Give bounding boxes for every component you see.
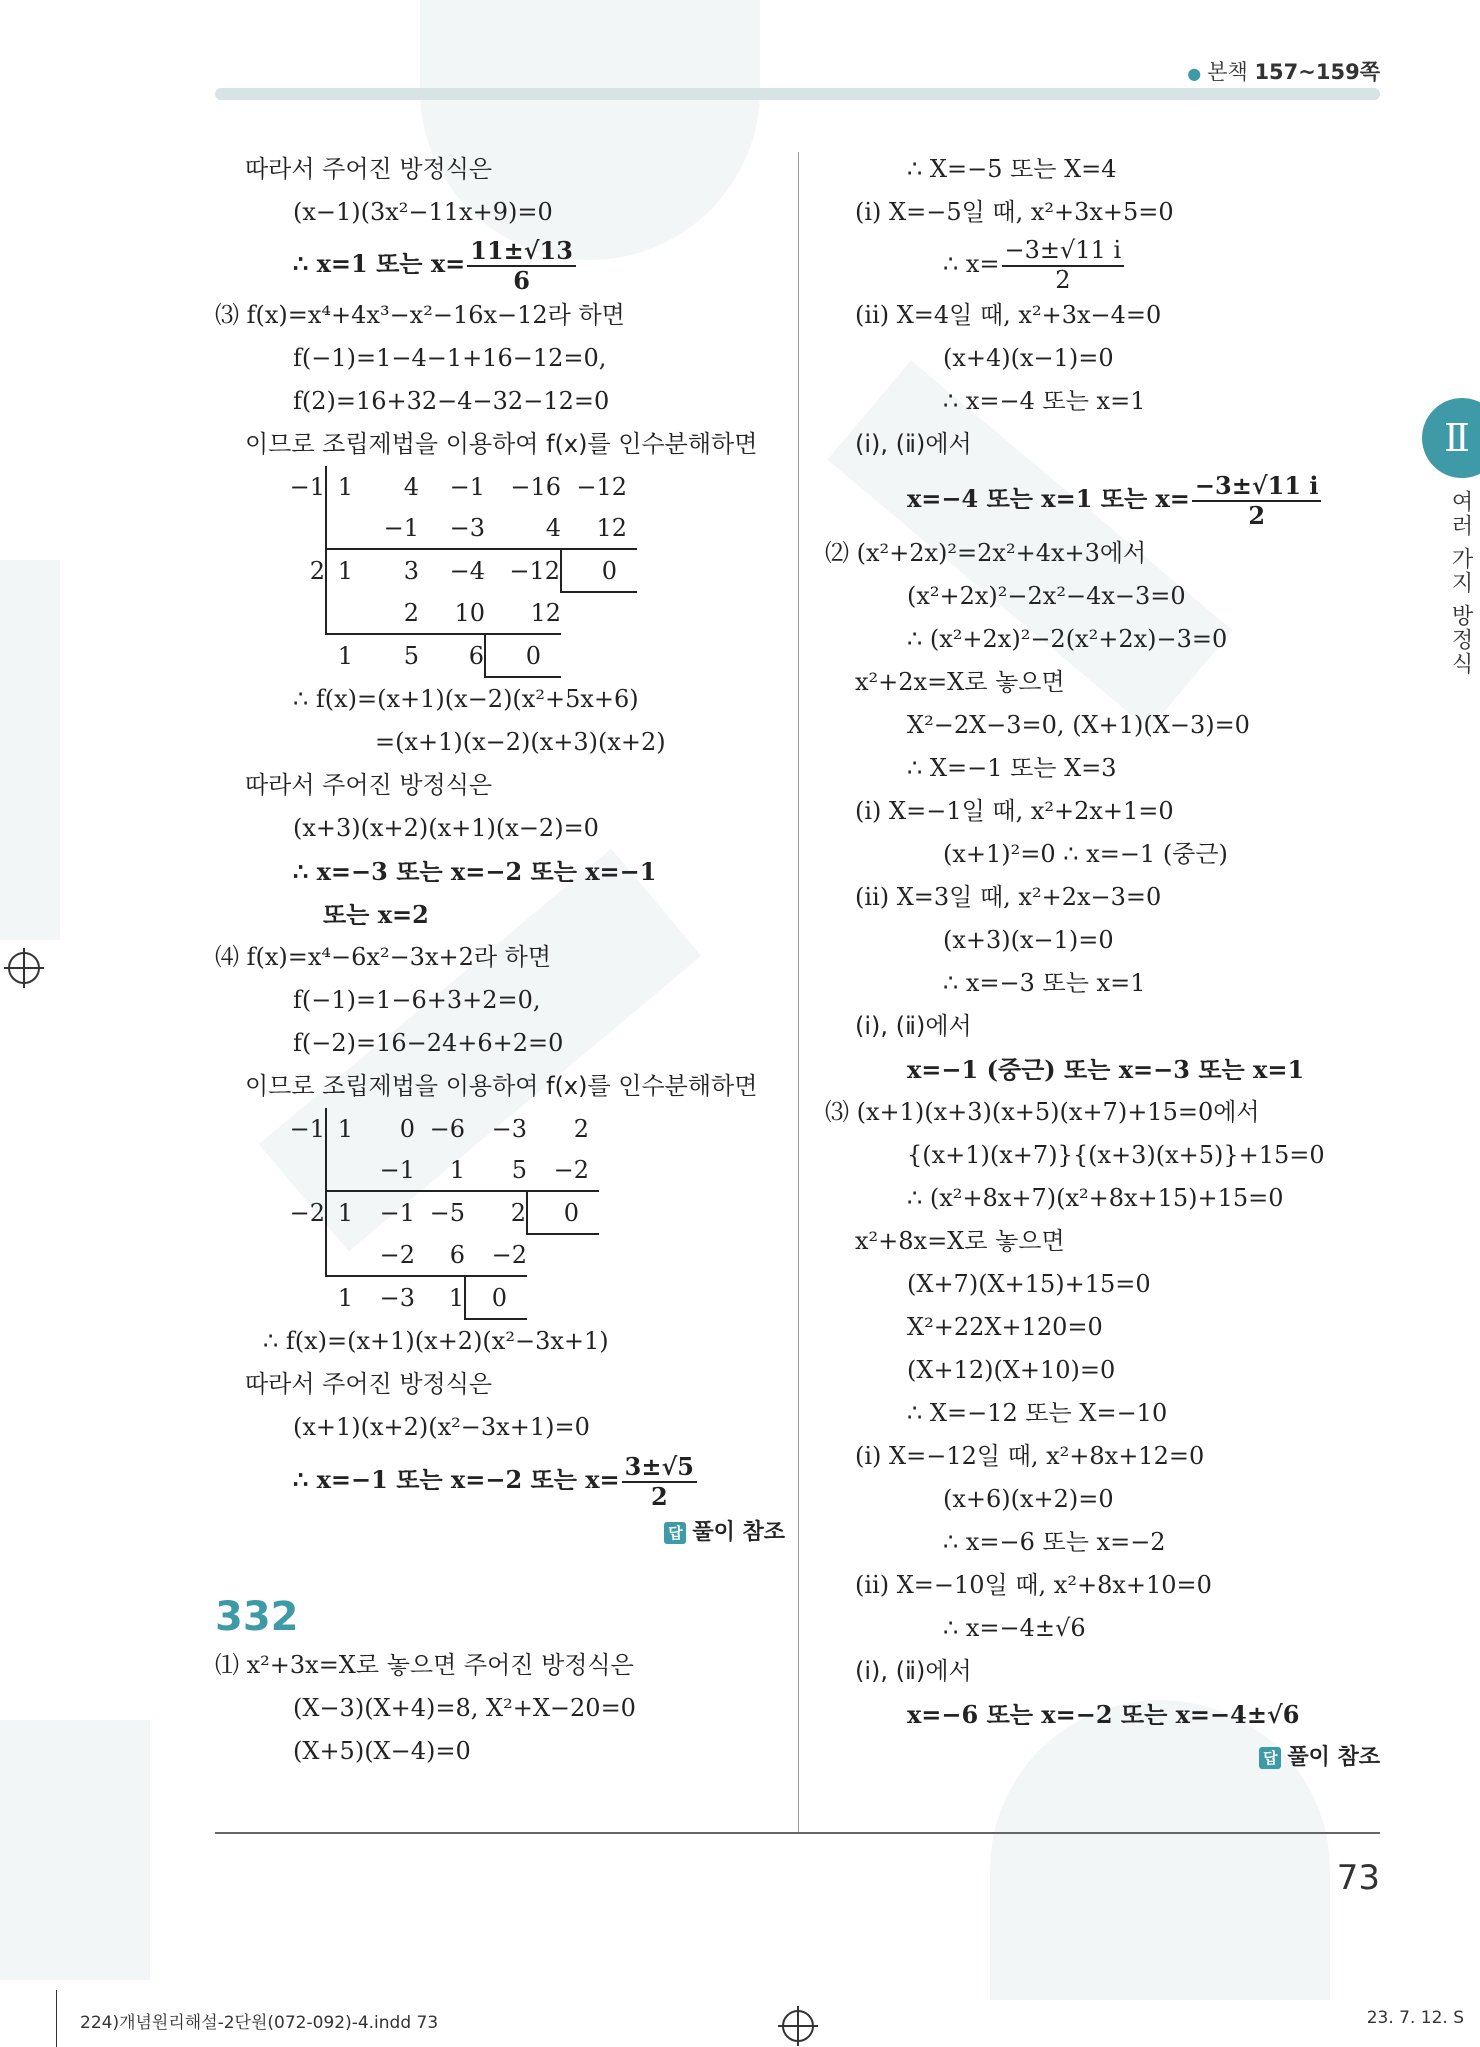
equation-line: (ⅱ) X=−10일 때, x²+8x+10=0: [855, 1571, 1212, 1599]
syn-cell: [561, 634, 637, 677]
syn-cell: 6: [419, 634, 485, 677]
syn-cell: 1: [326, 634, 353, 677]
equation-line: ∴ X=−12 또는 X=−10: [907, 1399, 1168, 1427]
equation-line: (x−1)(3x²−11x+9)=0: [293, 198, 553, 226]
answer-line: ∴ x=−1 또는 x=−2 또는 x= $\frac{3\pm√5}{2}$: [215, 1449, 785, 1511]
equation-line: (x²+2x)²−2x²−4x−3=0: [907, 582, 1186, 610]
text-line: 이므로 조립제법을 이용하여 f(x)를 인수분해하면: [245, 1072, 758, 1100]
syn-cell: 2: [465, 1191, 527, 1234]
syn-cell: [275, 1234, 326, 1276]
chapter-tab: Ⅱ: [1422, 398, 1480, 478]
syn-cell: 5: [353, 634, 419, 677]
syn-cell: 1: [326, 466, 353, 507]
equation-line: ∴ x=−4±√6: [943, 1614, 1086, 1642]
syn-cell: [275, 507, 326, 549]
answer-reference: 답 풀이 참조: [215, 1511, 785, 1554]
footer-rule: [215, 1832, 1380, 1834]
equation-line: X²+22X+120=0: [907, 1313, 1103, 1341]
syn-cell: −1: [449, 472, 485, 501]
equation-line: =(x+1)(x−2)(x+3)(x+2): [375, 728, 666, 756]
equation-line: X²−2X−3=0, (X+1)(X−3)=0: [907, 711, 1250, 739]
syn-cell: 0: [399, 1114, 415, 1143]
bullet-icon: ●: [1187, 64, 1202, 83]
left-column: [215, 148, 785, 1773]
syn-cell: [275, 1149, 326, 1191]
syn-cell: −2: [553, 1155, 589, 1184]
equation-line: ⑵ (x²+2x)²=2x²+4x+3에서: [825, 539, 1147, 567]
syn-cell: 0: [527, 1191, 599, 1234]
equation-line: x²+8x=X로 놓으면: [855, 1227, 1065, 1255]
syn-cell: [275, 1276, 326, 1319]
syn-cell: −2: [491, 1240, 527, 1269]
equation-line: (ⅰ) X=−12일 때, x²+8x+12=0: [855, 1442, 1205, 1470]
right-column: [825, 148, 1385, 1779]
syn-cell: −3: [449, 513, 485, 542]
syn-cell: −12: [576, 472, 627, 501]
equation-line: ∴ x= $\frac{-3\pm√11 i}{2}$: [825, 234, 1385, 294]
syn-cell: −5: [415, 1191, 465, 1234]
equation-line: (X+5)(X−4)=0: [293, 1737, 471, 1765]
equation-line: (X+12)(X+10)=0: [907, 1356, 1116, 1384]
syn-cell: −4: [419, 549, 485, 592]
syn-cell: 12: [530, 598, 561, 627]
syn-cell: 3: [353, 549, 419, 592]
text-line: 따라서 주어진 방정식은: [245, 155, 493, 183]
equation-line: (x+3)(x+2)(x+1)(x−2)=0: [293, 814, 599, 842]
syn-cell: 4: [403, 472, 419, 501]
syn-cell: −16: [510, 472, 561, 501]
syn-cell: [275, 592, 326, 634]
syn-cell: 1: [326, 549, 353, 592]
syn-cell: 12: [596, 513, 627, 542]
answer-mark-icon: 답: [664, 1522, 686, 1544]
syn-cell: [527, 1276, 599, 1319]
page-number: 73: [1336, 1858, 1380, 1898]
equation-line: ∴ x=−3 또는 x=1: [943, 969, 1146, 997]
equation-line: {(x+1)(x+7)}{(x+3)(x+5)}+15=0: [907, 1141, 1325, 1169]
equation-line: (x+3)(x−1)=0: [943, 926, 1114, 954]
watermark-shape: [0, 560, 60, 940]
syn-cell: −2: [379, 1240, 415, 1269]
syn-cell: [561, 592, 637, 634]
book-page-reference: ● 본책 157~159쪽: [1187, 60, 1380, 84]
synthetic-division-table-2: [275, 1108, 599, 1320]
syn-cell: 2: [309, 556, 325, 585]
syn-cell: 2: [573, 1114, 589, 1143]
equation-line: (x+6)(x+2)=0: [943, 1485, 1114, 1513]
equation-line: ∴ X=−1 또는 X=3: [907, 754, 1117, 782]
syn-cell: [326, 1234, 353, 1276]
equation-line: ∴ f(x)=(x+1)(x−2)(x²+5x+6): [293, 685, 639, 713]
fraction: $\frac{3\pm√5}{2}$: [622, 1453, 697, 1510]
text-line: (ⅰ), (ⅱ)에서: [855, 1012, 972, 1040]
chapter-title-vertical: 여러 가지 방정식: [1448, 490, 1473, 676]
syn-cell: [326, 592, 353, 634]
crop-mark: [56, 1990, 57, 2047]
equation-line: (X+7)(X+15)+15=0: [907, 1270, 1151, 1298]
syn-cell: 1: [326, 1276, 353, 1319]
equation-line: (ⅰ) X=−5일 때, x²+3x+5=0: [855, 198, 1174, 226]
problem-number: 332: [215, 1594, 299, 1640]
syn-cell: 5: [511, 1155, 527, 1184]
equation-line: f(−1)=1−6+3+2=0,: [293, 986, 541, 1014]
equation-line: (ⅱ) X=3일 때, x²+2x−3=0: [855, 883, 1162, 911]
header-bar: [215, 88, 1380, 100]
equation-line: (X−3)(X+4)=8, X²+X−20=0: [293, 1694, 636, 1722]
syn-cell: −1: [383, 513, 419, 542]
syn-cell: 0: [485, 634, 561, 677]
syn-cell: −2: [289, 1198, 325, 1227]
equation-line: f(−2)=16−24+6+2=0: [293, 1029, 564, 1057]
syn-cell: −1: [289, 1114, 325, 1143]
equation-line: ⑶ (x+1)(x+3)(x+5)(x+7)+15=0에서: [825, 1098, 1260, 1126]
equation-line: f(−1)=1−4−1+16−12=0,: [293, 344, 607, 372]
syn-cell: 4: [545, 513, 561, 542]
equation-line: (x+1)(x+2)(x²−3x+1)=0: [293, 1413, 590, 1441]
fraction: $\frac{-3\pm√11 i}{2}$: [1192, 472, 1322, 529]
syn-cell: −12: [485, 549, 561, 592]
equation-line: ∴ (x²+2x)²−2(x²+2x)−3=0: [907, 625, 1228, 653]
equation-line: ∴ X=−5 또는 X=4: [907, 155, 1117, 183]
equation-line: ⑶ f(x)=x⁴+4x³−x²−16x−12라 하면: [215, 301, 625, 329]
column-divider: [798, 152, 799, 1832]
equation-line: ∴ x=−4 또는 x=1: [943, 387, 1146, 415]
text-line: (ⅰ), (ⅱ)에서: [855, 1657, 972, 1685]
registration-mark-icon: [8, 952, 40, 984]
answer-mark-icon: 답: [1259, 1747, 1281, 1769]
answer-line: x=−1 (중근) 또는 x=−3 또는 x=1: [907, 1055, 1305, 1084]
answer-reference: 답 풀이 참조: [825, 1736, 1385, 1779]
syn-cell: 1: [415, 1276, 465, 1319]
syn-cell: 6: [449, 1240, 465, 1269]
syn-cell: 1: [326, 1191, 353, 1234]
equation-line: ∴ f(x)=(x+1)(x+2)(x²−3x+1): [263, 1327, 609, 1355]
text-line: 따라서 주어진 방정식은: [245, 771, 493, 799]
syn-cell: −3: [353, 1276, 415, 1319]
syn-cell: −6: [429, 1114, 465, 1143]
syn-cell: 10: [454, 598, 485, 627]
print-date: 23. 7. 12. S: [1366, 2008, 1464, 2028]
registration-mark-icon: [782, 2010, 814, 2042]
equation-line: ∴ x=−6 또는 x=−2: [943, 1528, 1166, 1556]
fraction: $\frac{11\pm√13}{6}$: [467, 237, 576, 294]
syn-cell: 1: [449, 1155, 465, 1184]
syn-cell: 0: [561, 549, 637, 592]
answer-line: 또는 x=2: [323, 900, 429, 929]
syn-cell: 2: [403, 598, 419, 627]
equation-line: (ⅰ) X=−1일 때, x²+2x+1=0: [855, 797, 1174, 825]
print-file-info: 224)개념원리해설-2단원(072-092)-4.indd 73: [80, 2013, 439, 2033]
equation-line: (ⅱ) X=4일 때, x²+3x−4=0: [855, 301, 1162, 329]
syn-cell: 0: [465, 1276, 527, 1319]
answer-line: x=−6 또는 x=−2 또는 x=−4±√6: [907, 1700, 1300, 1729]
equation-line: f(2)=16+32−4−32−12=0: [293, 387, 610, 415]
text-line: 이므로 조립제법을 이용하여 f(x)를 인수분해하면: [245, 430, 758, 458]
syn-cell: −1: [289, 472, 325, 501]
syn-cell: [527, 1234, 599, 1276]
answer-line: x=−4 또는 x=1 또는 x= $\frac{-3\pm√11 i}{2}$: [825, 466, 1385, 532]
answer-line: ∴ x=−3 또는 x=−2 또는 x=−1: [293, 857, 657, 886]
syn-cell: [326, 507, 353, 549]
syn-cell: −3: [491, 1114, 527, 1143]
watermark-shape: [0, 1720, 150, 1980]
equation-line: x²+2x=X로 놓으면: [855, 668, 1065, 696]
equation-line: ⑷ f(x)=x⁴−6x²−3x+2라 하면: [215, 943, 552, 971]
syn-cell: [275, 634, 326, 677]
syn-cell: 1: [326, 1108, 353, 1149]
syn-cell: [326, 1149, 353, 1191]
fraction: $\frac{-3\pm√11 i}{2}$: [1002, 237, 1125, 294]
equation-line: (x+1)²=0 ∴ x=−1 (중근): [943, 840, 1228, 868]
equation-line: ⑴ x²+3x=X로 놓으면 주어진 방정식은: [215, 1651, 634, 1679]
equation-line: (x+4)(x−1)=0: [943, 344, 1114, 372]
syn-cell: −1: [379, 1155, 415, 1184]
answer-line: ∴ x=1 또는 x= $\frac{11\pm√13}{6}$: [215, 234, 785, 294]
syn-cell: −1: [353, 1191, 415, 1234]
synthetic-division-table-1: [275, 466, 637, 678]
text-line: 따라서 주어진 방정식은: [245, 1370, 493, 1398]
equation-line: ∴ (x²+8x+7)(x²+8x+15)+15=0: [907, 1184, 1284, 1212]
text-line: (ⅰ), (ⅱ)에서: [855, 430, 972, 458]
